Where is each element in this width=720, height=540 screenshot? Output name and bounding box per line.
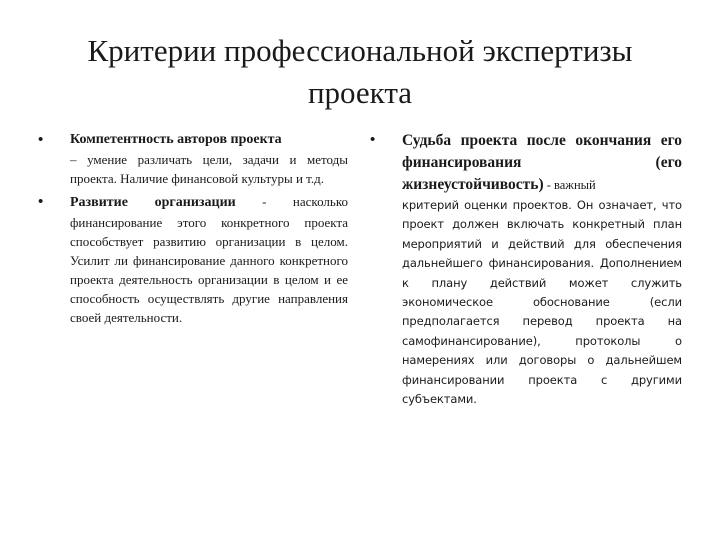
item-text: - насколько финансирование этого конкретного проекта способствует развитию организации в целом. Усилит ли финансирование данного конкретного проекта деятельность организации в целом и ее способность осуществлять другие направления своей деятельности. [70,194,348,325]
bullet-icon: • [38,131,44,148]
list-item-author-competence [38,130,348,188]
item-text: – умение различать цели, задачи и методы проекта. Наличие финансовой культуры и т.д. [70,152,348,186]
slide-title: Критерии профессиональной экспертизы проекта [87,33,633,110]
bullet-icon: • [370,131,376,148]
item-paragraph [70,192,348,327]
left-column [38,130,348,331]
list-item-project-sustainability [370,130,682,409]
item-lead: - важный [543,178,596,192]
item-heading: Развитие организации [70,195,236,210]
item-heading: Судьба проекта после окончания его финансирования (его жизнеустойчивость) [402,132,682,193]
list-item-organization-development [38,192,348,327]
right-column [370,130,682,413]
item-text: критерий оценки проектов. Он означает, что проект должен включать конкретный план мероприятий и действий для обеспечения дальнейшего финансирования. Дополнением к плану действий может служить экономическое обоснование (если предполагается перевод проекта на самофинансирование), протоколы о намерениях или договоры о дальнейшем финансировании проекта с другими субъектами. [402,198,682,407]
item-paragraph [402,130,682,196]
bullet-icon: • [38,193,44,210]
item-heading: Компетентность авторов проекта [70,132,282,147]
